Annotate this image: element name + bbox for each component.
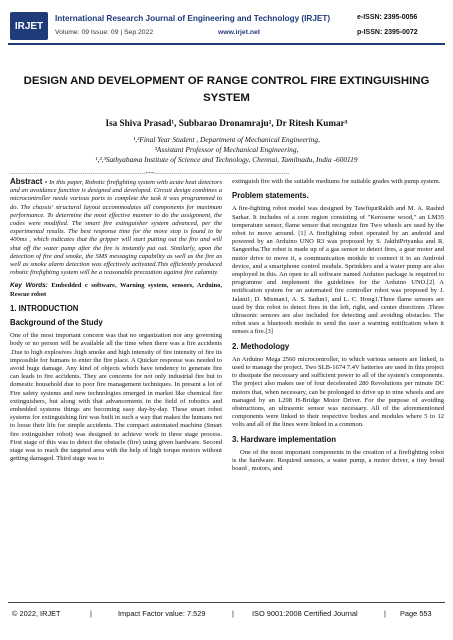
volume-issue: Volume: 09 Issue: 09 | Sep 2022 [55,29,154,36]
problem-paragraph: A fire-fighting robot model was designed by TawfiqurRakib and M. A. Rashid Sarkar. It includes of a core region consisting of "Kerosene wood," an LM35 temperature sensor, flame sensor that recognize fire Two wheels are used by the robot to move around. [1] A firefighting robot operated by an android and powered by an Arduino UNO R3 was proposed by S. JakthiPriyanka and R. Sangeetha.The robot is made up of a gas sensor to detect fires, a gear motor and motor drive to move it, a communication module to connect it to an Android device, and a smartphone control module. Sprinklers and a water pump are also employed in this. An open to all software named Arduino package is required to programme and implement the guidelines for the Arduino UNO.[2] A notification system for an automated fire controller robot was proposed by J. Jalani1, D. Misman1, A. S. Sadun1, and L. C. Hong1.Three flame sensors are used by this robot to detect fires in the left, right, and center directions .Three ultrasonic sensors are also included for detecting and avoiding obstacles. The robot uses a bluetooth module to send the user a warning notification when it senses a fire.[3] [232,205,444,336]
affiliation-line-3: ¹,²,³Sathyabama Institute of Science and Technology, Chennai, Tamilnadu, India -600119 [95,155,358,164]
journal-header [0,0,453,56]
subsection-background-heading: Background of the Study [10,318,103,328]
paper-title: DESIGN AND DEVELOPMENT OF RANGE CONTROL FIRE EXTINGUISHING SYSTEM [23,75,430,104]
paper-authors: Isa Shiva Prasad¹, Subbarao Dronamraju², Dr Ritesh Kumar³ [105,118,348,128]
abstract-body: In this paper, Robotic firefighting system with acute heat detectors and an avoidance function is designed and developed. Circuit design combines a microcontroller needs various parts to complete the task it was programmed to do. The chassis' structural layout accommodates all components for maximum performance. To determine the most effective manner to do the assignment, the codes were modified. The smart fire extinguisher system advanced, per the experimental results. The best response time for the move stop is found to be 400ms , which indicates that the gripper will start putting out the fire and will shut off the water pump after the fire is instantly put out. Similarly, upon the detection of fire and smoke, the SMS messaging capability as well as the fire as well as smoke alarm detection was effectively activated.This efficiently produced robotic firefighting system will be a reasonable precaution against fire calamity. [10,179,222,277]
keywords-list: Embedded c software, Warning system, sensors, Arduino, Rescue robot [10,282,222,298]
footer-separator-3: | [384,609,386,618]
section-separator: ---------------------------------------------------------------------***--------------------------------------------------------------------- [10,172,290,177]
left-column [10,178,222,469]
footer-divider [8,602,445,603]
header-divider [8,43,445,45]
irjet-logo: IRJET [10,12,48,40]
section-introduction-heading: 1. INTRODUCTION [10,303,79,313]
section-problem-heading: Problem statements. [232,191,309,201]
abstract [10,178,222,277]
affiliation-line-2: ³Assistant Professor of Mechanical Engineering, [154,145,299,154]
background-paragraph: One of the most important concern was that no organization nor any governing body or no person will be available all the time when there was a fire accidents .Due to high explosives .high smoke and high intensity of fire intensity of fire its impossible for humans to enter the fire place. A Quicker response was needed to avoid huge damage. Any kind of objects which have tendency to generate fire can leads to fire accidents. They are concerns for not only industrial fire but to domestic household due to poor fire management techniques. In present a lot of Fire safety systems and new technologies emerged in market like chemical fire extinguishers, but along with that advancements in the field of robotics and embedded systems things are becoming easy day-by-day. These smart robot systems for extinguishing fire was built in such a way that makes the humans not to loose their life for simple accidents. The compact automated machine (Smart fire extinguisher robot) was designed to achieve work in three stage process. First stage of this was to detect the obstacle (fire) using given hardware. Second stage was to reach the targeted area with the help of high torque motors without getting damaged. Third stage was to [10,332,222,463]
footer-page-number: Page 553 [400,609,432,618]
abstract-heading: Abstract - [10,177,48,186]
footer-separator-1: | [90,609,92,618]
footer-separator-2: | [232,609,234,618]
footer-impact-factor: Impact Factor value: 7.529 [118,609,206,618]
right-column [232,178,444,479]
journal-title: International Research Journal of Engineering and Technology (IRJET) [55,14,331,23]
continued-paragraph: extinguish fire with the suitable mediums for suitable grades with pump system. [232,178,441,185]
hardware-paragraph: One of the most important components in the creation of a firefighting robot is the hardware. Required sensors, a water pump, a motor driver, a tiny bread board , motors, and [232,448,444,473]
journal-website[interactable]: www.irjet.net [218,29,261,36]
footer-iso: ISO 9001:2008 Certified Journal [252,609,358,618]
eissn: e-ISSN: 2395-0056 [357,14,418,21]
keywords-heading: Key Words: [10,282,48,290]
affiliation-line-1: ¹,²Final Year Student , Department of Mechanical Engineering, [133,135,320,144]
keywords [10,282,222,298]
section-methodology-heading: 2. Methodology [232,341,290,351]
methodology-paragraph: An Arduino Mega 2560 microcontroller, to which various sensors are linked, is used to manage the project. Two SLB-1674 7.4V batteries are used in this project to dissipate the necessary and sufficient power to all of the system's components. The project also makes use of four decelerated 280 Revolutions per minute DC motors that, when necessary, can be prolonged to drive up to nine wheels and are managed by an L298 H-Bridge Motor Driver. For the purpose of avoiding obstructions, an ultrasonic sensor was necessary. All of the aforementioned components were linked to their respective bodies and modules where 5 to 12 volts and all of the lines were linked in a common. [232,355,444,429]
section-hardware-heading: 3. Hardware implementation [232,434,336,444]
pissn: p-ISSN: 2395-0072 [357,29,418,36]
footer-copyright: © 2022, IRJET [12,609,61,618]
